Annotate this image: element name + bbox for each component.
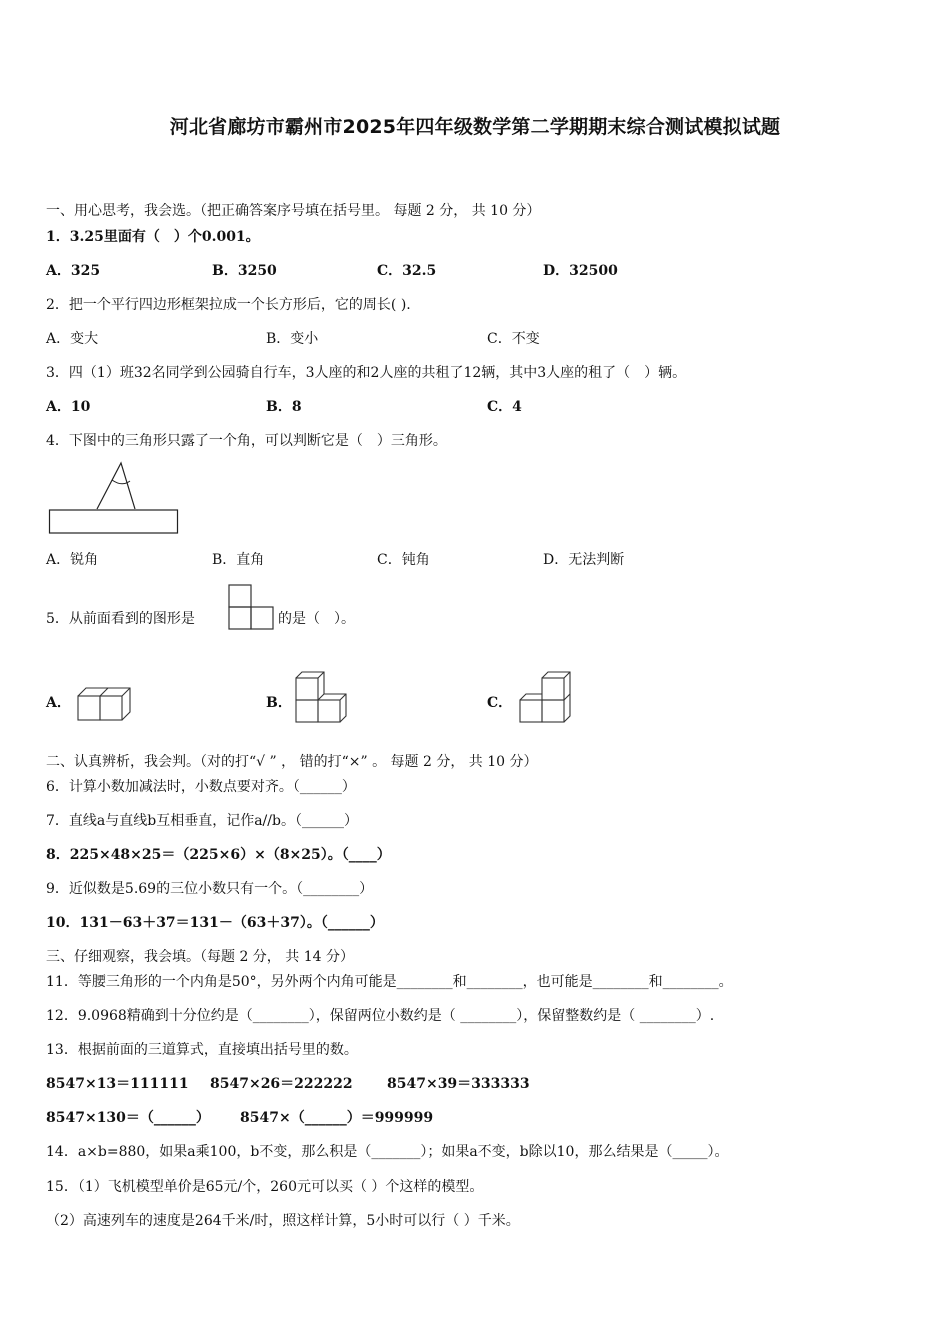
q4-option-d: D．无法判断 xyxy=(543,552,625,568)
question-3: 3．四（1）班32名同学到公园骑自行车，3人座的和2人座的共租了12辆，其中3人座的租了（ ）辆。 xyxy=(46,365,687,381)
question-14: 14．a×b=880，如果a乘100，b不变，那么积是（_______）；如果a不变，b除以10，那么结果是（_____）。 xyxy=(46,1144,729,1160)
q5-option-c: C． xyxy=(487,695,513,711)
question-9: 9．近似数是5.69的三位小数只有一个。（________） xyxy=(46,881,374,897)
section1-heading: 一、用心思考，我会选。（把正确答案序号填在括号里。 每题 2 分， 共 10 分） xyxy=(46,203,541,219)
page-title: 河北省廊坊市霸州市2025年四年级数学第二学期期末综合测试模拟试题 xyxy=(169,116,781,138)
question-15-part-1: 15．（1）飞机模型单价是65元/个，260元可以买（ ）个这样的模型。 xyxy=(46,1179,484,1195)
q4-option-b: B．直角 xyxy=(212,552,265,568)
question-12: 12．9.0968精确到十分位约是（________），保留两位小数约是（ ________），保留整数约是（ ________）. xyxy=(46,1008,715,1024)
question-7: 7．直线a与直线b互相垂直，记作a//b。（______） xyxy=(46,813,358,829)
q1-option-a: A．325 xyxy=(46,263,101,279)
q4-option-a: A．锐角 xyxy=(46,552,99,568)
question-15-part-2: （2）高速列车的速度是264千米/时，照这样计算，5小时可以行（ ）千米。 xyxy=(46,1213,520,1229)
q1-option-d: D．32500 xyxy=(543,263,618,279)
q13-equation-1: 8547×13＝111111 xyxy=(46,1076,189,1092)
q5-option-c-cubes xyxy=(518,668,574,726)
question-6: 6．计算小数加减法时，小数点要对齐。（______） xyxy=(46,779,356,795)
question-5-suffix: 的是（ ）。 xyxy=(278,611,355,627)
q3-option-b: B．8 xyxy=(266,399,302,415)
section3-heading: 三、仔细观察，我会填。（每题 2 分， 共 14 分） xyxy=(46,949,354,965)
q2-option-b: B．变小 xyxy=(266,331,319,347)
question-13: 13．根据前面的三道算式，直接填出括号里的数。 xyxy=(46,1042,358,1058)
front-view-figure xyxy=(226,584,276,632)
triangle-figure xyxy=(48,460,183,540)
q5-option-b: B． xyxy=(266,695,292,711)
q13-equation-5: 8547×（______）＝999999 xyxy=(240,1110,434,1126)
question-4: 4．下图中的三角形只露了一个角，可以判断它是（ ）三角形。 xyxy=(46,433,447,449)
question-11: 11．等腰三角形的一个内角是50°，另外两个内角可能是________和________，也可能是________和________。 xyxy=(46,974,733,990)
q5-option-b-cubes xyxy=(294,668,350,726)
q4-option-c: C．钝角 xyxy=(377,552,430,568)
q13-equation-4: 8547×130＝（______） xyxy=(46,1110,210,1126)
section2-heading: 二、认真辨析，我会判。（对的打“√ ” ， 错的打“×” 。 每题 2 分， 共 10 分） xyxy=(46,754,538,770)
question-5-prefix: 5．从前面看到的图形是 xyxy=(46,611,195,627)
q3-option-a: A．10 xyxy=(46,399,91,415)
q13-equation-2: 8547×26＝222222 xyxy=(210,1076,353,1092)
q3-option-c: C．4 xyxy=(487,399,522,415)
question-1: 1．3.25里面有（ ）个0.001。 xyxy=(46,229,260,245)
question-8: 8．225×48×25＝（225×6）×（8×25）。（____） xyxy=(46,847,391,863)
question-10: 10．131－63＋37＝131－（63＋37）。（______） xyxy=(46,915,384,931)
q1-option-c: C．32.5 xyxy=(377,263,437,279)
q13-equation-3: 8547×39＝333333 xyxy=(387,1076,530,1092)
q5-option-a: A． xyxy=(46,695,71,711)
question-2: 2．把一个平行四边形框架拉成一个长方形后，它的周长( ). xyxy=(46,297,411,313)
q2-option-c: C．不变 xyxy=(487,331,540,347)
q1-option-b: B．3250 xyxy=(212,263,277,279)
q2-option-a: A．变大 xyxy=(46,331,99,347)
q5-option-a-cubes xyxy=(76,680,134,724)
